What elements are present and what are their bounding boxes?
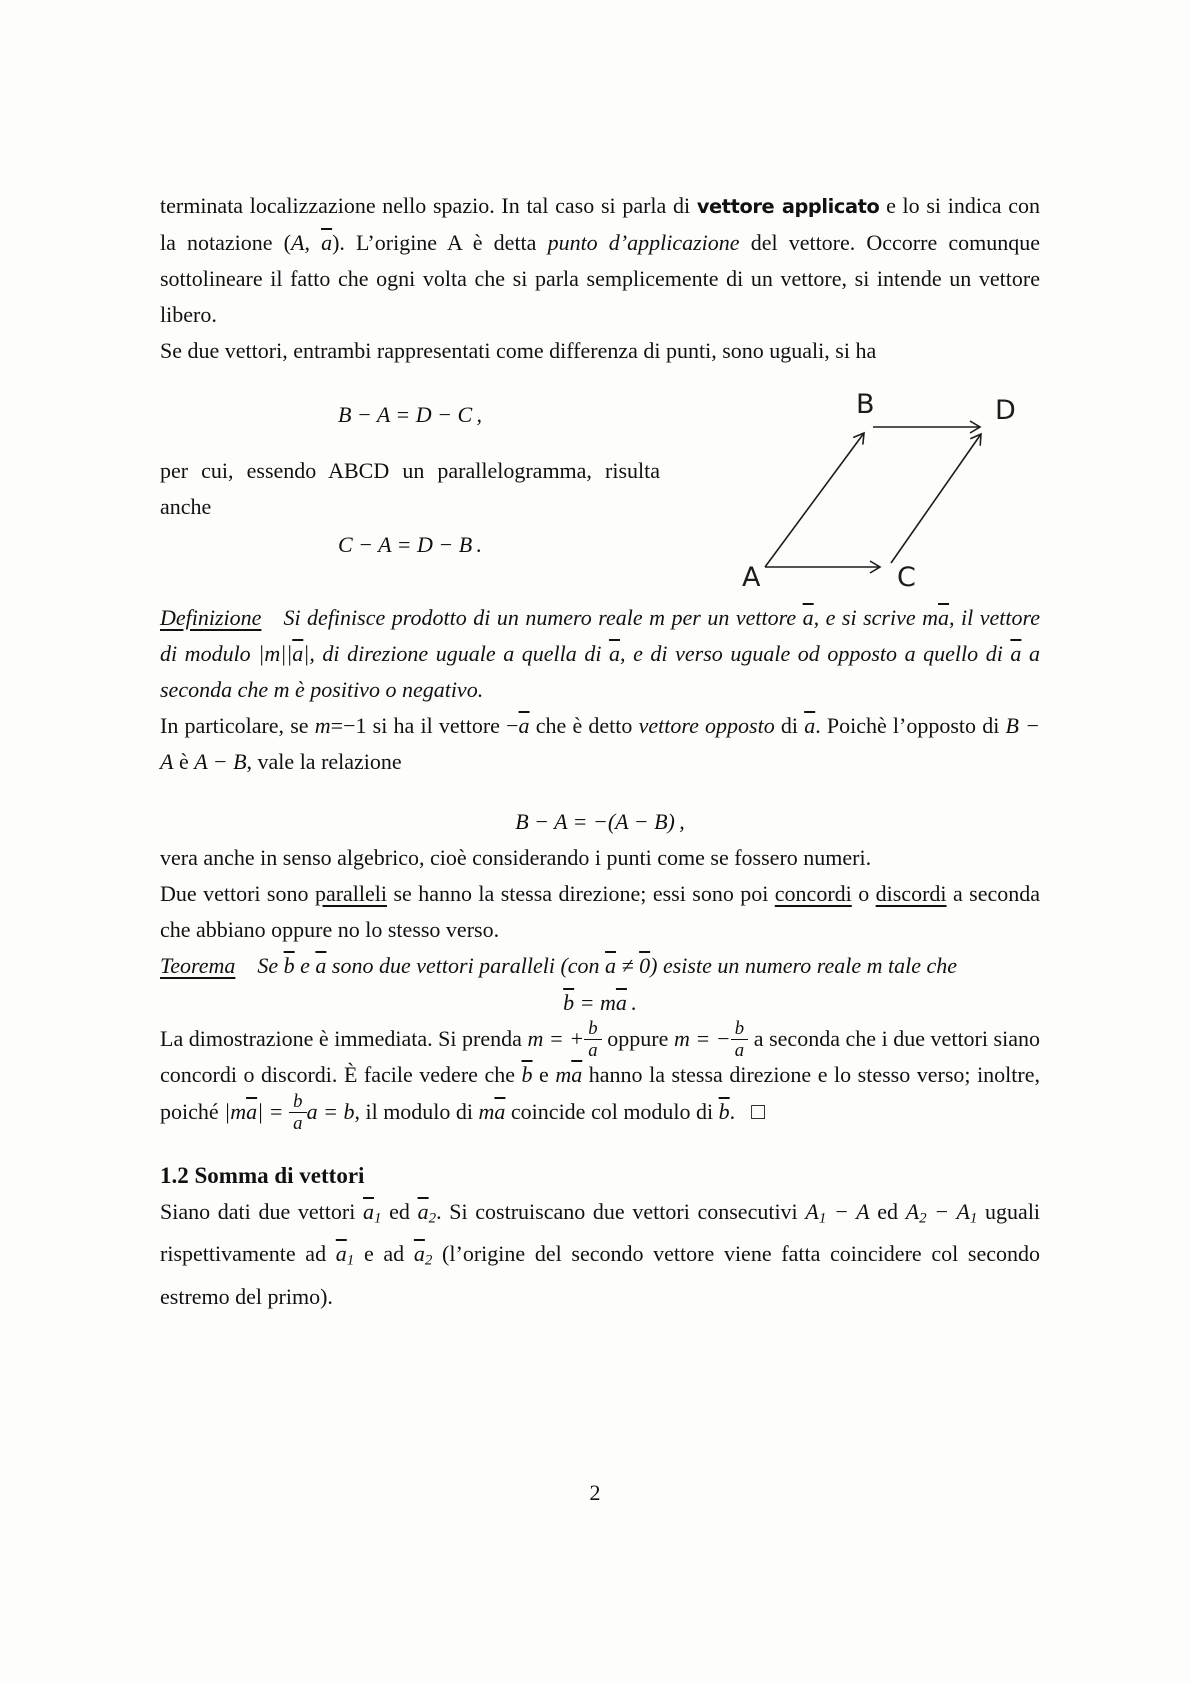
paragraph-due-vettori: Due vettori sono paralleli se hanno la stessa direzione; essi sono poi concordi o discordi a seconda che abbiano oppure no lo stesso verso. — [160, 881, 1040, 942]
paragraph-definizione: Definizione Si definisce prodotto di un numero reale m per un vettore $\overline{a}$, e si scrive $m\overline{a}$, il vettore di modulo $|m||\overline{a}|$, di direzione uguale a quella di $\overline{a}$, e di verso uguale od opposto a quello di $\overline{a}$ a seconda che m è positivo o negativo. — [160, 605, 1041, 702]
paragraph-teorema: Teorema Se $\overline{b}$ e $\overline{a}$ sono due vettori paralleli (con $\overline{a} \ne 0$) esiste un numero reale m tale che — [160, 953, 958, 978]
section-heading-somma-di-vettori: 1.2 Somma di vettori — [160, 1163, 365, 1188]
equation-b-a-d-c: B − A = D − C , — [337, 402, 483, 427]
parallelogram-figure — [690, 379, 1030, 589]
vertex-label-c: C — [897, 562, 916, 589]
equation-b-a-neg: B − A = −(A − B) , — [515, 809, 685, 834]
vertex-label-d: D — [995, 395, 1016, 426]
paragraph-dimostrazione: La dimostrazione è immediata. Si prenda m = + $\frac{b}{a}$ oppure m = − $\frac{b}{a}$ a seconda che i due vettori siano concordi o discordi. È facile vedere che $\overline{b}$ e $m\overline{a}$ hanno la stessa direzione e lo stesso verso; inoltre, poiché $|m\overline{a}|$ = $\frac{b}{a}$ a = b, il modulo di $m\overline{a}$ coincide col modulo di $\overline{b}$. □ — [160, 1017, 1040, 1135]
equation-b-ma: $\overline{b} = m\overline{a}$ . — [563, 990, 637, 1015]
vector-arrow-a-b — [765, 433, 864, 567]
vertex-label-a: A — [742, 562, 761, 589]
paragraph-siano-dati: Siano dati due vettori $\overline{a}_1$ ed $\overline{a}_2$. Si costruiscano due vettori consecutivi $A_1 - A$ ed $A_2 - A_1$ uguali rispettivamente ad $\overline{a}_1$ e ad $\overline{a}_2$ (l’origine del secondo vettore viene fatta coincidere col secondo estremo del primo). — [160, 1199, 1041, 1309]
paragraph-per-cui: per cui, essendo ABCD un parallelogramma, risulta anche — [160, 458, 660, 519]
paragraph-vera-anche: vera anche in senso algebrico, cioè considerando i punti come se fossero numeri. — [160, 845, 872, 870]
paragraph-se-due-vettori: Se due vettori, entrambi rappresentati come differenza di punti, sono uguali, si ha — [160, 338, 877, 363]
vector-arrow-c-d — [891, 434, 981, 563]
paragraph-intro: terminata localizzazione nello spazio. In tal caso si parla di vettore applicato e lo si indica con la notazione (A, $\overline{a}$). L’origine A è detta punto d’applicazione del vettore. Occorre comunque sottolineare il fatto che ogni volta che si parla semplicemente di un vettore, si intende un vettore libero. — [160, 193, 1040, 327]
page-number: 2 — [589, 1480, 601, 1505]
figure-row — [160, 369, 1040, 600]
parallelogram-arrows — [765, 427, 981, 567]
page-content — [160, 188, 1040, 1315]
equation-c-a-d-b: C − A = D − B . — [337, 532, 483, 557]
vertex-label-b: B — [856, 389, 875, 420]
left-column — [160, 369, 660, 600]
figure-column — [690, 369, 1040, 600]
paragraph-in-particolare: In particolare, se m=−1 si ha il vettore $-\overline{a}$ che è detto vettore opposto di $\overline{a}$. Poichè l’opposto di B − A è A − B, vale la relazione — [160, 713, 1040, 774]
